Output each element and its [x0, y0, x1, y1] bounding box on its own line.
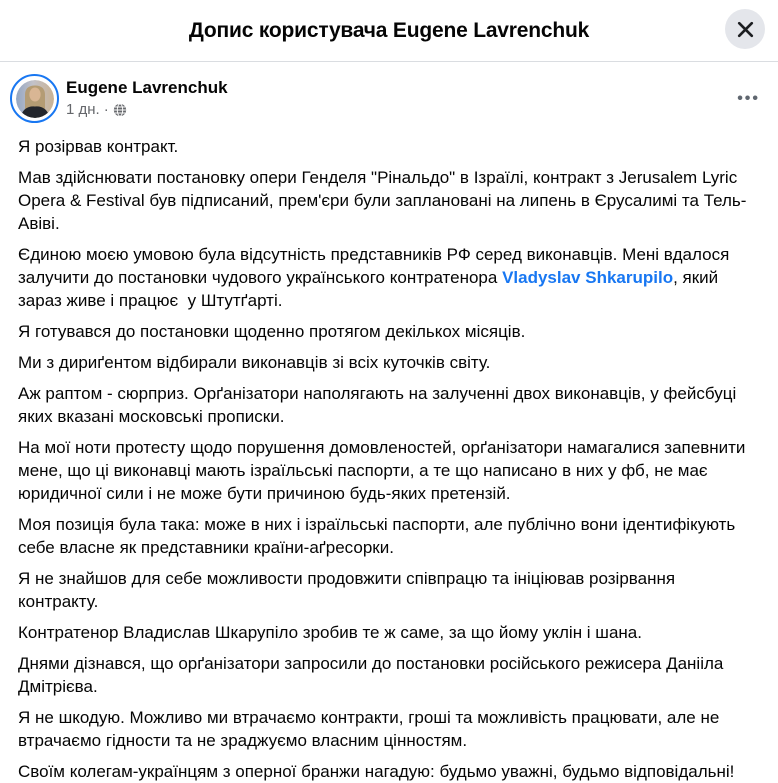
close-icon: [736, 20, 755, 39]
author-name-link[interactable]: Eugene Lavrenchuk: [66, 78, 228, 97]
meta-separator: ·: [103, 101, 109, 118]
post-paragraph: Контратенор Владислав Шкарупіло зробив те ж саме, за що йому уклін і шана.: [18, 623, 642, 642]
post-paragraph: Ми з дириґентом відбирали виконавців зі всіх куточків світу.: [18, 353, 491, 372]
globe-icon: [113, 103, 127, 117]
author-block: [66, 74, 735, 119]
avatar-photo: [16, 80, 54, 118]
avatar[interactable]: [10, 74, 59, 123]
mention-link[interactable]: Vladyslav Shkarupilo: [502, 268, 674, 287]
close-button[interactable]: [725, 9, 765, 49]
dialog-header: [0, 0, 778, 62]
post-paragraph: Я розірвав контракт.: [18, 137, 179, 156]
post-paragraph: Я не знайшов для себе можливости продовжити співпрацю та ініціював розірвання контракту.: [18, 569, 680, 611]
post-paragraph: [18, 243, 760, 312]
paragraph-text: Єдиною моєю умовою була відсутність представників РФ серед виконавців. Мені вдалося залучити до постановки чудового українського контратенора: [18, 245, 735, 287]
post-header: [0, 62, 778, 123]
post-paragraph: Мав здійснювати постановку опери Генделя "Рінальдо" в Ізраїлі, контракт з Jerusalem Lyric Opera & Festival був підписаний, прем'єри були заплановані на липень в Єрусалимі та Тель-Авіві.: [18, 168, 747, 233]
paragraph-text: , який зараз живе і працює у Штутґарті.: [18, 268, 723, 310]
post-body: [0, 123, 778, 783]
post-paragraph: Днями дізнався, що орґанізатори запросили до постановки російського режисера Данііла Дмітрієва.: [18, 654, 729, 696]
post-paragraph: Я готувався до постановки щоденно протягом декількох місяців.: [18, 322, 526, 341]
post-paragraph: На мої ноти протесту щодо порушення домовленостей, орґанізатори намагалися запевнити мене, що ці виконавці мають ізраїльські паспорти, а те що написано в них у фб, не має юридичної сили і не може бути причиною будь-яких претензій.: [18, 438, 751, 503]
more-options-button[interactable]: •••: [737, 90, 760, 107]
dialog-title: Допис користувача Eugene Lavrenchuk: [188, 18, 590, 42]
post-paragraph: Я не шкодую. Можливо ми втрачаємо контракти, гроші та можливість працювати, але не втрачаємо гідности та не зраджуємо власним цінностям.: [18, 708, 725, 750]
post-meta: [66, 100, 735, 119]
post-paragraph: Аж раптом - сюрприз. Орґанізатори наполягають на залученні двох виконавців, у фейсбуці яких вказані московські прописки.: [18, 384, 741, 426]
post-paragraph: Своїм колегам-українцям з оперної бранжи нагадую: будьмо уважні, будьмо відповідальні!: [18, 762, 735, 781]
post-paragraph: Моя позиція була така: може в них і ізраїльські паспорти, але публічно вони ідентифікують себе власне як представники країни-аґресорки.: [18, 515, 740, 557]
post: [0, 62, 778, 783]
timestamp-link[interactable]: 1 дн.: [66, 101, 100, 118]
